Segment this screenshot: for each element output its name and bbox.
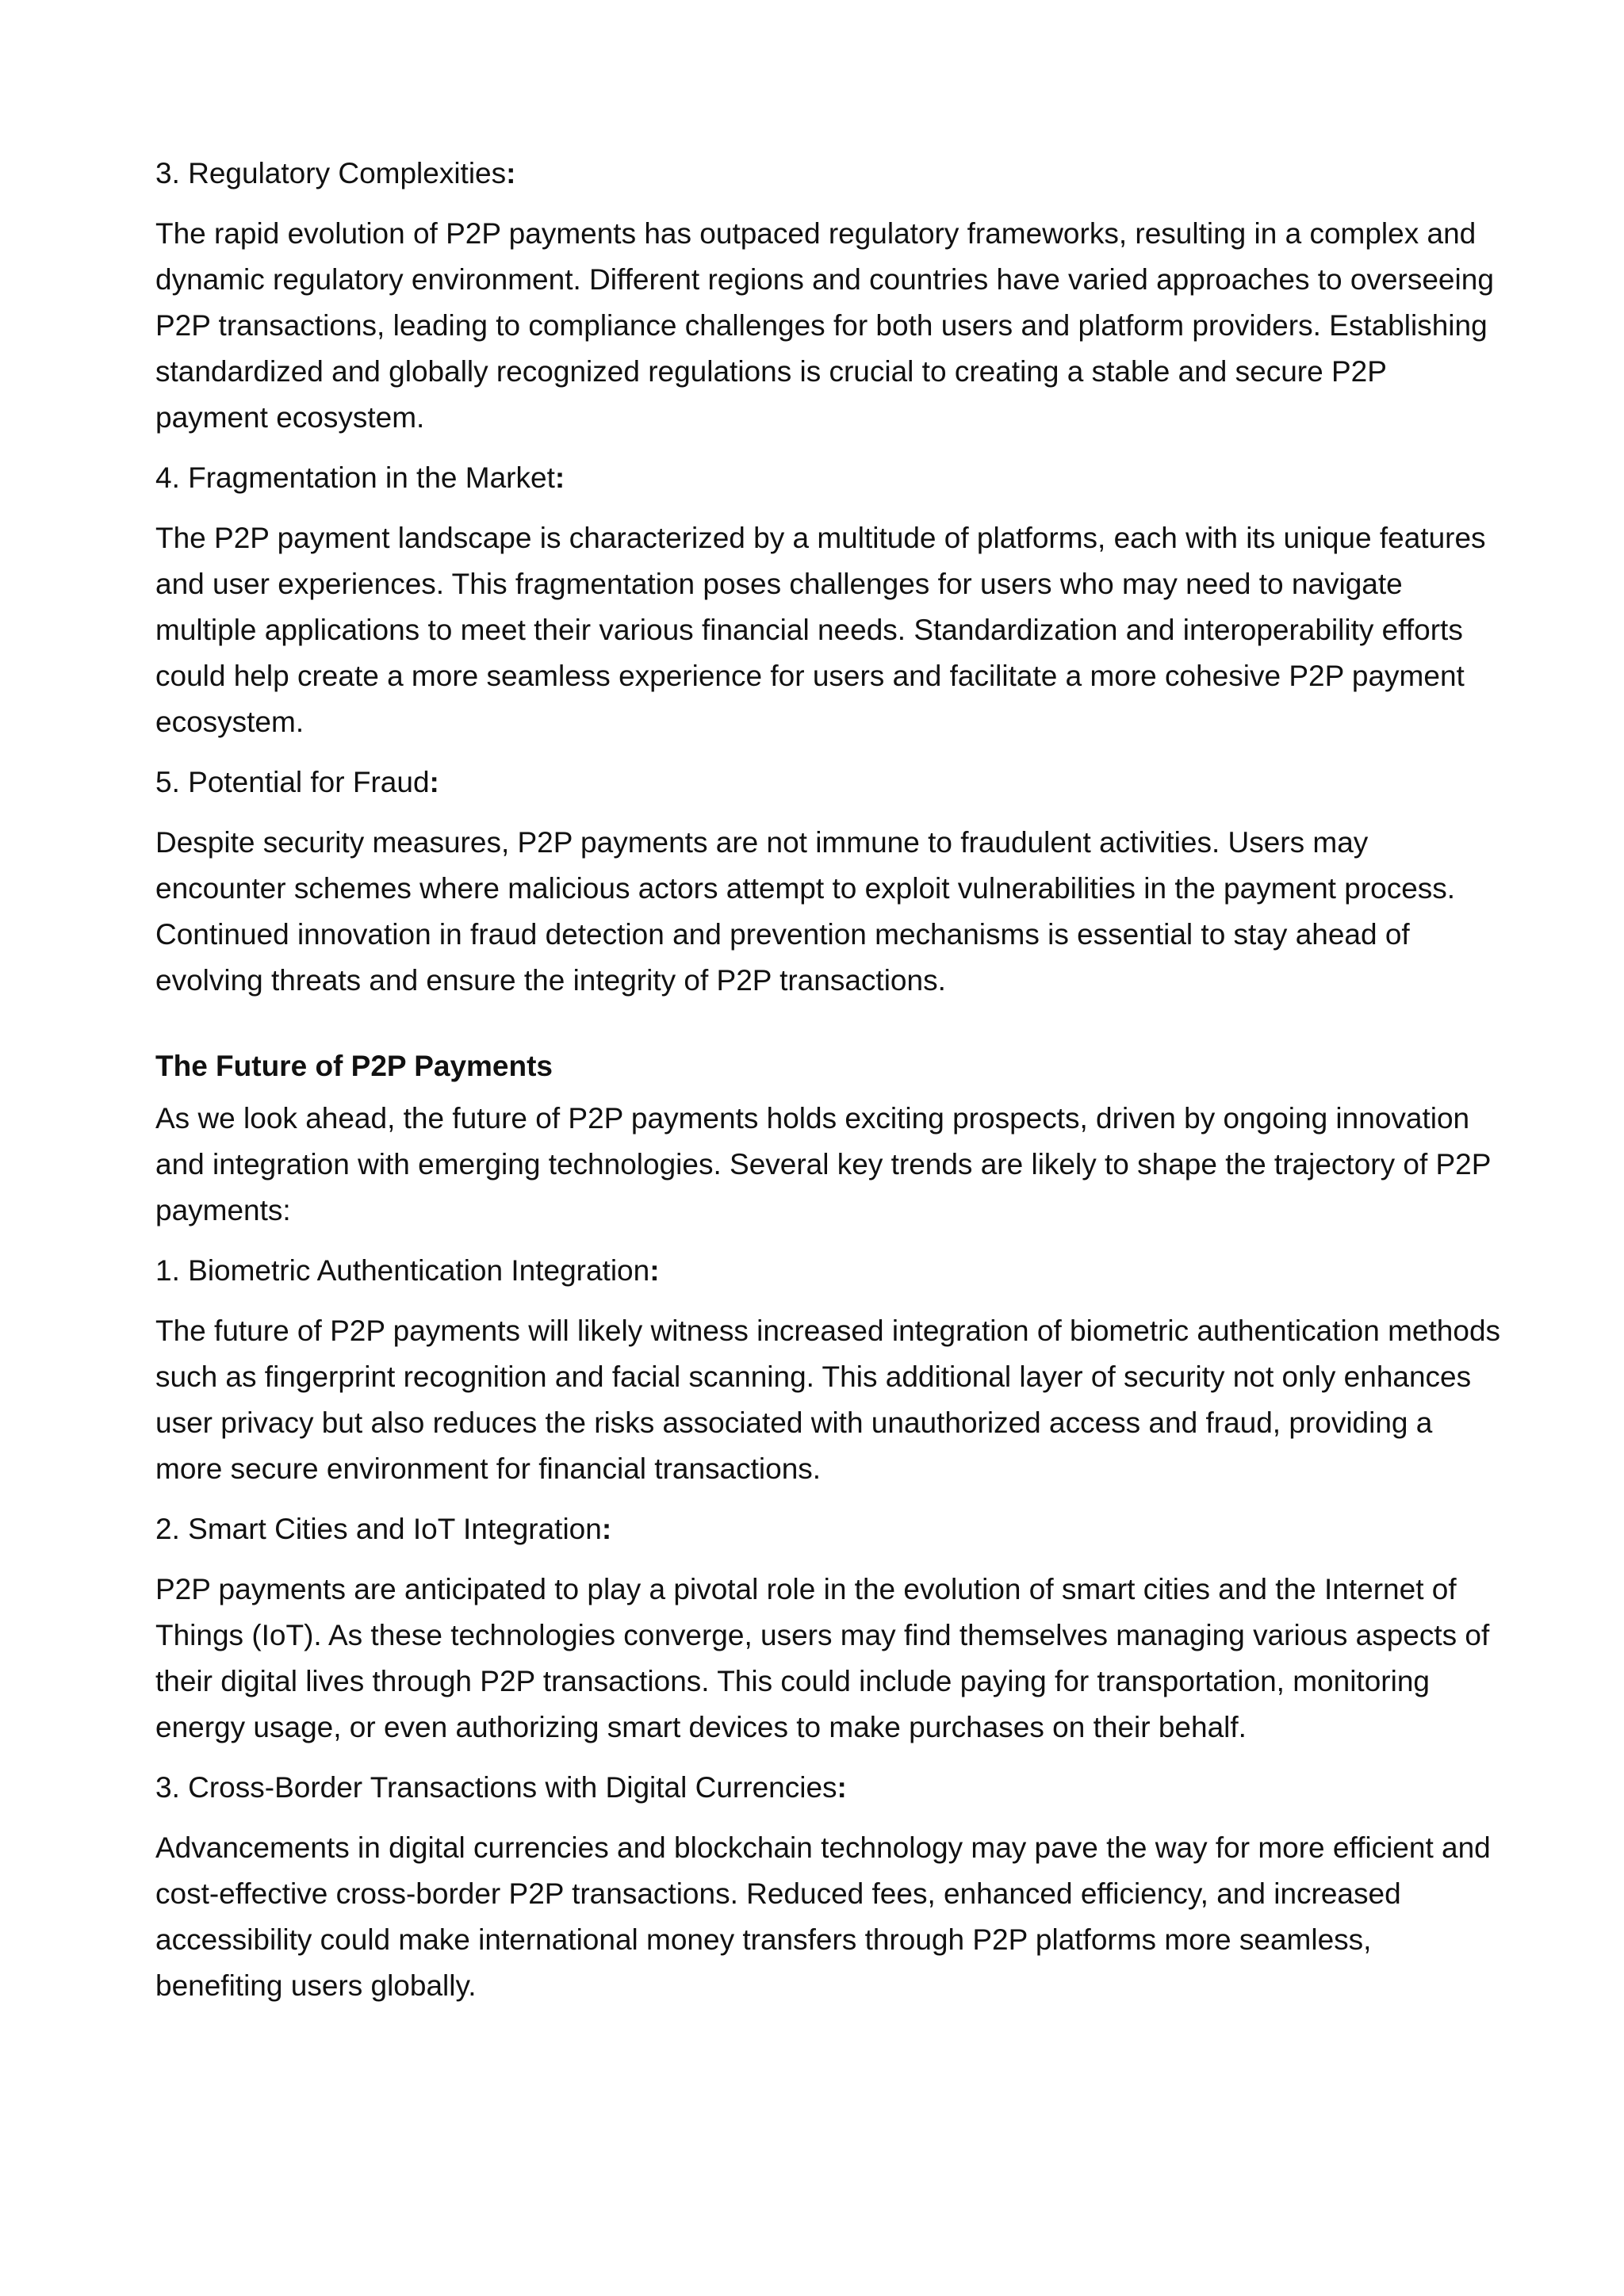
item-heading: 3. Cross-Border Transactions with Digital Currencies:: [155, 1771, 847, 1804]
item-body: The future of P2P payments will likely witness increased integration of biometric authentication methods such as fingerprint recognition and facial scanning. This additional layer of security not only enhances user privacy but also reduces the risks associated with unauthorized access and fraud, providing a more secure environment for financial transactions.: [155, 1314, 1501, 1485]
trend-item: [155, 1506, 1503, 1751]
item-body: Despite security measures, P2P payments are not immune to fraudulent activities. Users may encounter schemes where malicious actors attempt to exploit vulnerabilities in the payment process. Continued innovation in fraud detection and prevention mechanisms is essential to stay ahead of evolving threats and ensure the integrity of P2P transactions.: [155, 826, 1456, 997]
trend-item: [155, 1248, 1503, 1492]
trend-item: [155, 1765, 1503, 2009]
challenge-item: [155, 455, 1503, 745]
challenge-item: [155, 760, 1503, 1004]
item-heading: 4. Fragmentation in the Market:: [155, 461, 565, 494]
document-page: [155, 151, 1503, 2023]
section-title: The Future of P2P Payments: [155, 1050, 553, 1082]
item-heading: 3. Regulatory Complexities:: [155, 157, 516, 189]
item-body: The rapid evolution of P2P payments has outpaced regulatory frameworks, resulting in a complex and dynamic regulatory environment. Different regions and countries have varied approaches to overseeing P2P transactions, leading to compliance challenges for both users and platform providers. Establishing standardized and globally recognized regulations is crucial to creating a stable and secure P2P payment ecosystem.: [155, 217, 1494, 434]
challenge-item: [155, 151, 1503, 441]
item-heading: 1. Biometric Authentication Integration:: [155, 1254, 660, 1287]
item-heading: 2. Smart Cities and IoT Integration:: [155, 1513, 612, 1545]
item-body: P2P payments are anticipated to play a pivotal role in the evolution of smart cities and the Internet of Things (IoT). As these technologies converge, users may find themselves managing various aspects of their digital lives through P2P transactions. This could include paying for transportation, monitoring energy usage, or even authorizing smart devices to make purchases on their behalf.: [155, 1573, 1490, 1743]
section-intro: As we look ahead, the future of P2P payments holds exciting prospects, driven by ongoing innovation and integration with emerging technologies. Several key trends are likely to shape the trajectory of P2P payments:: [155, 1102, 1491, 1226]
item-body: The P2P payment landscape is characterized by a multitude of platforms, each with its unique features and user experiences. This fragmentation poses challenges for users who may need to navigate multiple applications to meet their various financial needs. Standardization and interoperability efforts could help create a more seamless experience for users and facilitate a more cohesive P2P payment ecosystem.: [155, 522, 1486, 738]
item-heading: 5. Potential for Fraud:: [155, 766, 439, 798]
item-body: Advancements in digital currencies and blockchain technology may pave the way for more efficient and cost-effective cross-border P2P transactions. Reduced fees, enhanced efficiency, and increased accessibility could make international money transfers through P2P platforms more seamless, benefiting users globally.: [155, 1831, 1491, 2002]
